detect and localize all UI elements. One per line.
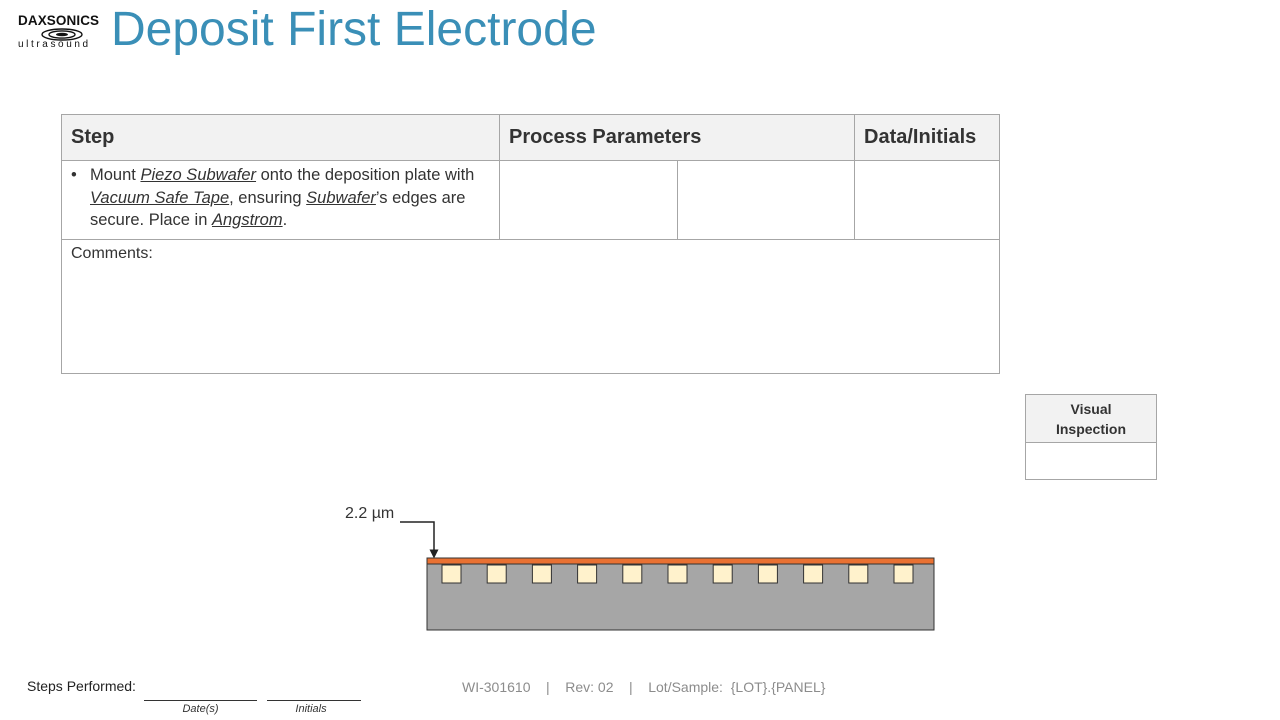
subwafer-link[interactable]: Subwafer bbox=[306, 188, 376, 207]
piezo-pillar-1 bbox=[442, 565, 461, 583]
piezo-pillar-7 bbox=[713, 565, 732, 583]
step-instruction: Mount Piezo Subwafer onto the deposition plate with Vacuum Safe Tape, ensuring Subwafer’s edges are secure. Place in Angstrom. bbox=[90, 166, 475, 229]
step-cell bbox=[62, 161, 500, 240]
process-parameter-cell-2[interactable] bbox=[678, 161, 855, 240]
company-logo bbox=[18, 13, 102, 53]
piezo-pillar-5 bbox=[623, 565, 642, 583]
dates-caption: Date(s) bbox=[182, 703, 219, 715]
logo-brand-text: DAXSONICS bbox=[18, 13, 100, 28]
piezo-pillar-6 bbox=[668, 565, 687, 583]
piezo-pillar-4 bbox=[578, 565, 597, 583]
thickness-label: 2.2 µm bbox=[345, 505, 395, 522]
step-bullet-item bbox=[71, 164, 491, 232]
visual-inspection-label: Visual Inspection bbox=[1055, 400, 1126, 437]
piezo-pillar-9 bbox=[804, 565, 823, 583]
substrate-layer bbox=[427, 564, 934, 630]
initials-signature-line[interactable] bbox=[267, 700, 361, 701]
piezo-pillar-2 bbox=[487, 565, 506, 583]
header-process-parameters: Process Parameters bbox=[500, 115, 855, 161]
electrode-layer bbox=[427, 558, 934, 564]
process-parameter-cell-1[interactable] bbox=[500, 161, 678, 240]
piezo-subwafer-link[interactable]: Piezo Subwafer bbox=[140, 166, 257, 184]
vacuum-safe-tape-link[interactable]: Vacuum Safe Tape bbox=[90, 188, 230, 207]
comments-cell[interactable] bbox=[62, 240, 1000, 374]
visual-inspection-box bbox=[1025, 394, 1157, 480]
comments-row bbox=[62, 240, 1000, 374]
piezo-pillar-8 bbox=[758, 565, 777, 583]
data-initials-cell[interactable] bbox=[855, 161, 1000, 240]
thickness-arrow-top bbox=[400, 522, 434, 554]
process-step-table bbox=[61, 114, 1000, 374]
header-data-initials: Data/Initials bbox=[855, 115, 1000, 161]
piezo-pillar-10 bbox=[849, 565, 868, 583]
piezo-pillar-3 bbox=[532, 565, 551, 583]
header-step: Step bbox=[62, 115, 500, 161]
bullet-dot: • bbox=[71, 166, 77, 184]
table-header-row bbox=[62, 115, 1000, 161]
angstrom-link[interactable]: Angstrom bbox=[211, 211, 283, 229]
dates-signature-line[interactable] bbox=[144, 700, 257, 701]
steps-performed-label: Steps Performed: bbox=[27, 678, 136, 694]
document-info: WI-301610 | Rev: 02 | Lot/Sample: {LOT}.{PANEL} bbox=[462, 679, 826, 695]
piezo-pillar-11 bbox=[894, 565, 913, 583]
page-title: Deposit First Electrode bbox=[111, 3, 597, 56]
comments-label: Comments: bbox=[71, 245, 153, 262]
visual-inspection-entry[interactable] bbox=[1026, 443, 1156, 481]
visual-inspection-header bbox=[1026, 395, 1156, 443]
table-row bbox=[62, 161, 1000, 240]
initials-caption: Initials bbox=[295, 703, 327, 715]
logo-sub-text: ultrasound bbox=[18, 39, 91, 50]
piezo-pillars-group bbox=[442, 565, 913, 583]
